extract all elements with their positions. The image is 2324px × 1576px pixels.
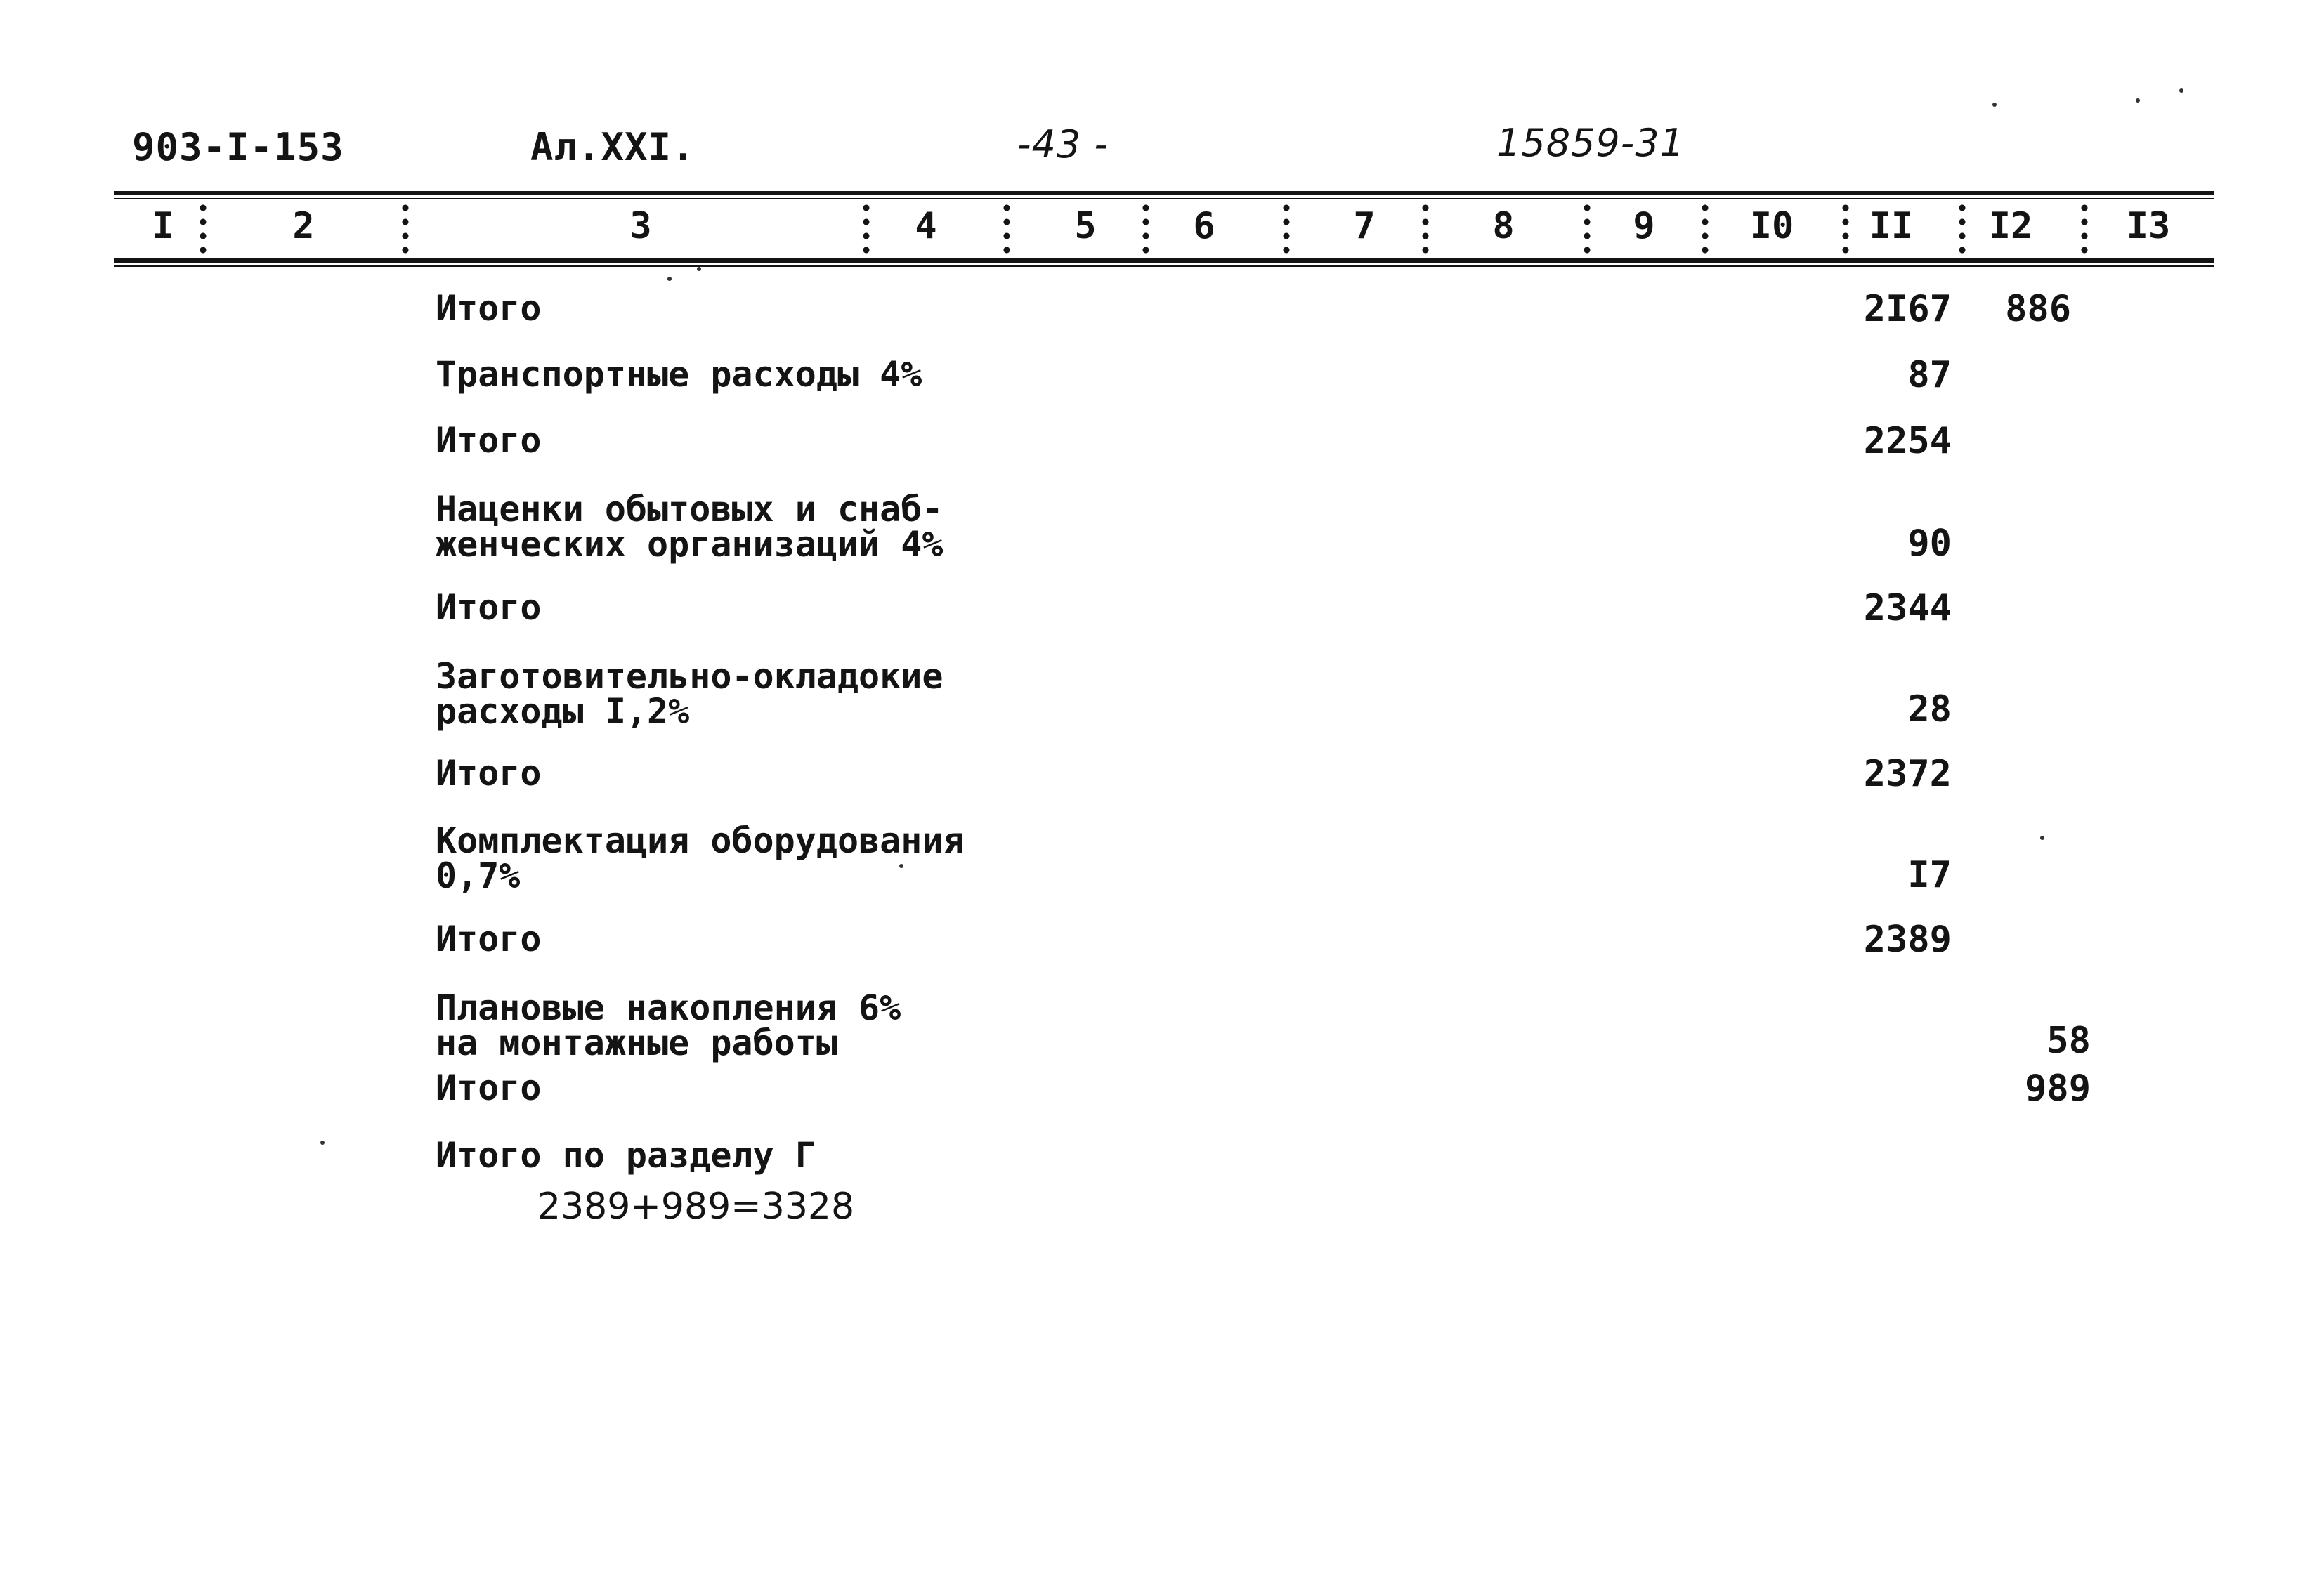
scan-speck [2136, 98, 2140, 103]
column-11-value: I7 [1907, 854, 1952, 896]
table-top-rule-thin [114, 198, 2214, 199]
column-separator [402, 201, 409, 261]
column-12-value: 886 [2005, 288, 2071, 330]
column-11-value: 87 [1907, 354, 1952, 396]
column-number: 9 [1633, 205, 1655, 247]
row-label: Заготовительно-окладокие расходы I,2% [436, 656, 944, 732]
column-11-value: 90 [1907, 523, 1952, 565]
column-number: II [1869, 205, 1914, 247]
column-11-value: 2372 [1863, 753, 1952, 795]
section-total-formula: 2389+989=3328 [537, 1186, 855, 1228]
scan-speck [320, 1141, 325, 1145]
row-label: Итого [436, 288, 542, 329]
column-separator [1142, 201, 1149, 261]
scan-speck [2179, 88, 2183, 93]
column-separator [1584, 201, 1591, 261]
column-number: I2 [1988, 205, 2033, 247]
column-number: 4 [915, 205, 937, 247]
column-number: 6 [1193, 205, 1215, 247]
column-11-value: 28 [1907, 688, 1952, 730]
row-label: Итого [436, 919, 542, 959]
row-label: Итого [436, 753, 542, 794]
column-separator [2081, 201, 2088, 261]
column-11-value: 2389 [1863, 919, 1952, 961]
column-number: I [152, 205, 174, 247]
column-number: 2 [292, 205, 315, 247]
column-number: 8 [1492, 205, 1515, 247]
scan-speck [667, 277, 672, 281]
table-header-bottom-rule [114, 258, 2214, 263]
column-number: 5 [1074, 205, 1097, 247]
row-label: Комплектация оборудования 0,7% [436, 820, 965, 896]
column-number: I3 [2126, 205, 2171, 247]
table-top-rule [114, 191, 2214, 195]
column-separator [1003, 201, 1010, 261]
scan-speck [697, 267, 701, 271]
column-separator [1283, 201, 1290, 261]
scan-speck [899, 864, 903, 868]
column-11-value: 2344 [1863, 587, 1952, 629]
row-label: Итого [436, 1068, 542, 1108]
column-number: 3 [629, 205, 652, 247]
scan-speck [1992, 103, 1997, 107]
document-number: 15859-31 [1496, 121, 1685, 165]
column-11-value: 2I67 [1863, 288, 1952, 330]
row-label: Плановые накопления 6% на монтажные работы [436, 987, 901, 1063]
page-number: -43 - [1017, 122, 1109, 166]
album-label: Ал.XXI. [530, 125, 696, 169]
column-number: I0 [1749, 205, 1794, 247]
row-label: Транспортные расходы 4% [436, 354, 922, 395]
row-label: Итого [436, 587, 542, 628]
scan-speck [2040, 836, 2044, 840]
document-code: 903-I-153 [132, 125, 344, 169]
row-label: Итого [436, 420, 542, 461]
section-total-label: Итого по разделу Г [436, 1135, 816, 1176]
column-separator [1842, 201, 1849, 261]
column-12-value: 989 [2025, 1068, 2091, 1110]
column-separator [1702, 201, 1709, 261]
column-separator [200, 201, 207, 261]
column-number: 7 [1353, 205, 1376, 247]
column-separator [1959, 201, 1966, 261]
column-12-value: 58 [2046, 1020, 2091, 1062]
row-label: Наценки обытовых и снаб- женческих организаций 4% [436, 489, 944, 565]
table-header-bottom-rule-thin [114, 265, 2214, 267]
column-11-value: 2254 [1863, 420, 1952, 462]
column-separator [1422, 201, 1429, 261]
column-separator [863, 201, 870, 261]
